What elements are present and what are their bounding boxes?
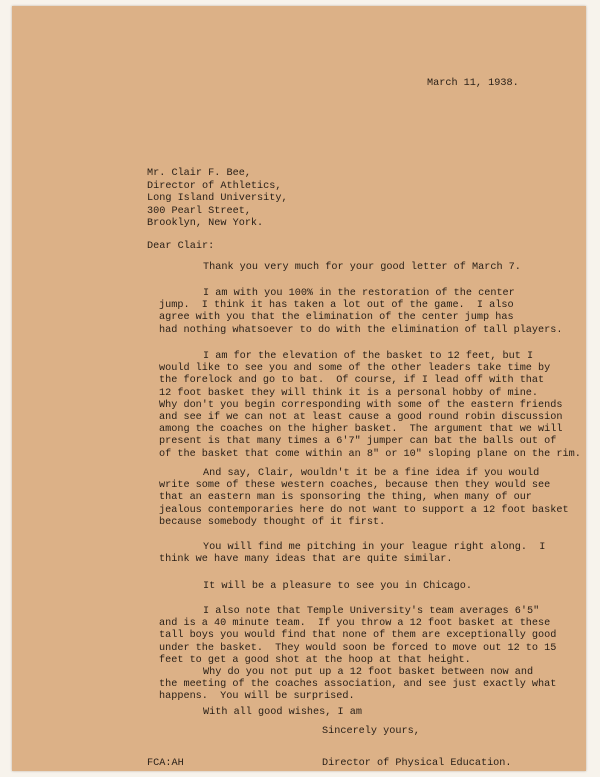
paragraph-line: happens. You will be surprised. [159,691,355,703]
paragraph-line: With all good wishes, I am [203,707,362,718]
paragraph-line: I am with you 100% in the restoration of the center [203,288,515,299]
paragraph-line: jealous contemporaries here do not want to support a 12 foot basket [159,504,569,516]
paragraph-line: among the coaches on the higher basket. The argument that we will [159,424,563,436]
paragraph-line: And say, Clair, wouldn't it be a fine idea if you would [203,468,540,479]
paragraph-line: feet to get a good shot at the hoop at that height. [159,654,471,666]
paragraph-line: I am for the elevation of the basket to 12 feet, but I [203,351,534,362]
paragraph-line: 12 foot basket they will think it is a personal hobby of mine. [159,387,539,399]
paragraph-line: You will find me pitching in your league right along. I [203,542,546,553]
address-line: Brooklyn, New York. [147,218,264,229]
paragraph-line: tall boys you would find that none of them are exceptionally good [159,630,557,642]
paragraph-line: would like to see you and some of the other leaders take time by [159,363,551,375]
address-line: 300 Pearl Street, [147,205,251,217]
letter-date: March 11, 1938. [427,78,519,89]
paragraph-line: because somebody thought of it first. [159,516,386,528]
paragraph-line: I also note that Temple University's team averages 6'5" [203,606,540,617]
paragraph-line: agree with you that the elimination of the center jump has [159,312,514,324]
body-paragraph [159,262,559,274]
address-line: Long Island University, [147,193,288,204]
typist-initials: FCA:AH [147,758,184,769]
body-paragraph [159,667,559,704]
paragraph-line: the meeting of the coaches association, and see just exactly what [159,679,557,691]
body-paragraph [159,707,559,719]
body-paragraph [159,288,563,337]
body-paragraph [159,606,559,667]
signature-title: Director of Physical Education. [322,758,512,769]
address-line: Director of Athletics, [147,180,282,192]
paragraph-line: think we have many ideas that are quite similar. [159,554,453,566]
body-paragraph [159,581,559,593]
paragraph-line: and is a 40 minute team. If you throw a 12 foot basket at these [159,618,551,630]
paragraph-line: present is that many times a 6'7" jumper can bat the balls out of [159,436,557,448]
body-paragraph [159,468,569,529]
paragraph-line: Why do you not put up a 12 foot basket between now and [203,667,534,678]
paragraph-line: jump. I think it has taken a lot out of the game. I also [159,300,514,312]
closing: Sincerely yours, [322,726,420,737]
paragraph-line: the forelock and go to bat. Of course, if I lead off with that [159,375,545,387]
paragraph-line: and see if we can not at least cause a good round robin discussion [159,411,563,423]
body-paragraph [159,351,581,461]
body-paragraph [159,542,559,566]
letter-page [12,6,586,771]
paragraph-line: had nothing whatsoever to do with the elimination of tall players. [159,324,563,336]
paragraph-line: that an eastern man is sponsoring the thing, when many of our [159,492,532,504]
salutation: Dear Clair: [147,241,215,252]
paragraph-line: Why don't you begin corresponding with some of the eastern friends [159,399,563,411]
address-line: Mr. Clair F. Bee, [147,168,251,179]
paragraph-line: Thank you very much for your good letter of March 7. [203,262,521,273]
paragraph-line: under the basket. They would soon be forced to move out 12 to 15 [159,642,557,654]
paragraph-line: write some of these western coaches, because then they would see [159,480,551,492]
paragraph-line: It will be a pleasure to see you in Chicago. [203,581,472,592]
paragraph-line: of the basket that come within an 8" or 10" sloping plane on the rim. [159,448,581,460]
